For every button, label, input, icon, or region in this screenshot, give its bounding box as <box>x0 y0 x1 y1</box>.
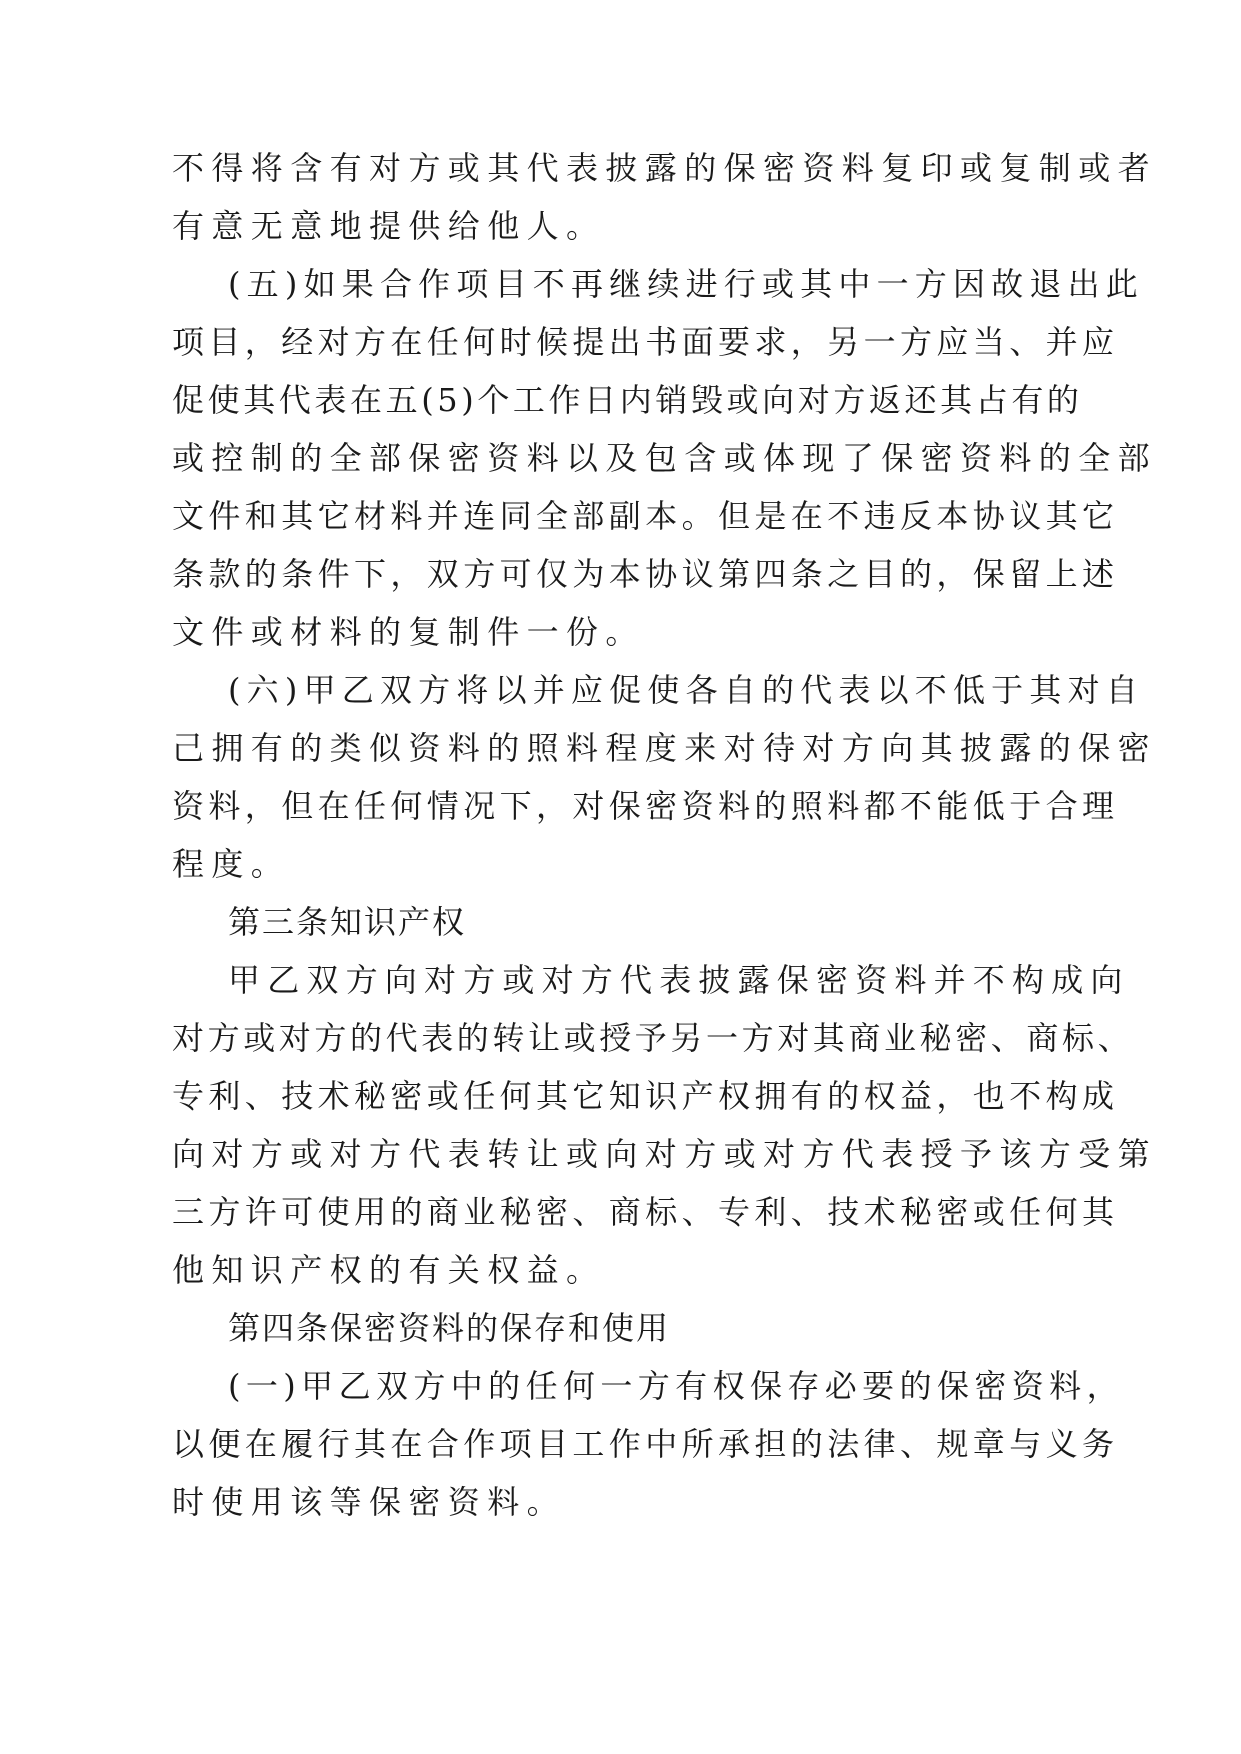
text-line: 文件和其它材料并连同全部副本。但是在不违反本协议其它 <box>172 497 1119 535</box>
text-line: 三方许可使用的商业秘密、商标、专利、技术秘密或任何其 <box>172 1193 1119 1231</box>
text-line: 甲乙双方向对方或对方代表披露保密资料并不构成向 <box>228 961 1130 999</box>
paragraph-6-start: (六)甲乙双方将以并应促使各自的代表以不低于其对自 <box>228 671 1144 709</box>
text-line: 专利、技术秘密或任何其它知识产权拥有的权益，也不构成 <box>172 1077 1119 1115</box>
text-line: 文件或材料的复制件一份。 <box>172 613 645 651</box>
text-line: 程度。 <box>172 845 291 883</box>
text-line: 时使用该等保密资料。 <box>172 1483 567 1521</box>
text-line: 向对方或对方代表转让或向对方或对方代表授予该方受第 <box>172 1135 1158 1173</box>
text-line: 己拥有的类似资料的照料程度来对待对方向其披露的保密 <box>172 729 1158 767</box>
text-line: 以便在履行其在合作项目工作中所承担的法律、规章与义务 <box>172 1425 1119 1463</box>
paragraph-5-start: (五)如果合作项目不再继续进行或其中一方因故退出此 <box>228 265 1144 303</box>
text-line: 资料，但在任何情况下，对保密资料的照料都不能低于合理 <box>172 787 1119 825</box>
text-line: 有意无意地提供给他人。 <box>172 207 606 245</box>
text-line: 条款的条件下，双方可仅为本协议第四条之目的，保留上述 <box>172 555 1119 593</box>
text-line: 对方或对方的代表的转让或授予另一方对其商业秘密、商标、 <box>172 1019 1134 1057</box>
text-line: 项目，经对方在任何时候提出书面要求，另一方应当、并应 <box>172 323 1119 361</box>
section-heading-article-3: 第三条知识产权 <box>228 903 467 941</box>
text-line: 不得将含有对方或其代表披露的保密资料复印或复制或者 <box>172 149 1158 187</box>
paragraph-1-start: (一)甲乙双方中的任何一方有权保存必要的保密资料， <box>228 1367 1124 1405</box>
section-heading-article-4: 第四条保密资料的保存和使用 <box>228 1309 671 1347</box>
text-line: 或控制的全部保密资料以及包含或体现了保密资料的全部 <box>172 439 1158 477</box>
text-line: 促使其代表在五(5)个工作日内销毁或向对方返还其占有的 <box>172 381 1083 419</box>
text-line: 他知识产权的有关权益。 <box>172 1251 606 1289</box>
